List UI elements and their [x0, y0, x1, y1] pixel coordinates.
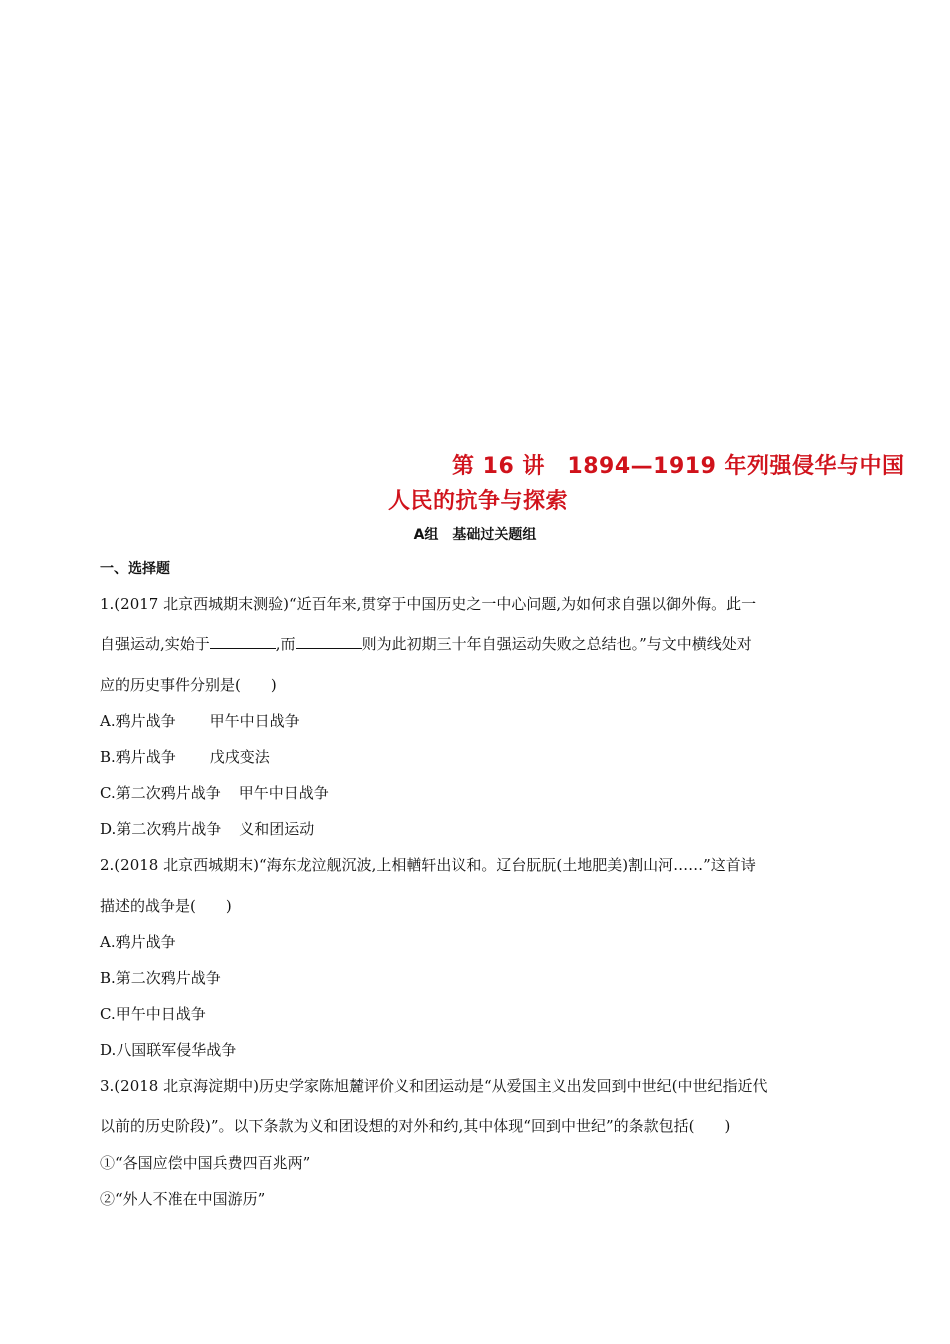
q2-line-2: 描述的战争是( ): [100, 897, 232, 915]
q1-option-a-1: A.鸦片战争: [100, 712, 176, 730]
page-title-line-1: 第 16 讲 1894—1919 年列强侵华与中国: [452, 454, 905, 479]
q1-option-c-1: C.第二次鸦片战争: [100, 784, 221, 802]
q1-option-b: [100, 747, 270, 767]
q3-line-1: 3.(2018 北京海淀期中)历史学家陈旭麓评价义和团运动是“从爱国主义出发回到中世纪(中世纪指近代: [100, 1077, 768, 1095]
q1-option-b-2: 戊戌变法: [209, 748, 270, 766]
page-title-line-2: 人民的抗争与探索: [388, 489, 569, 514]
q1-option-d: [100, 819, 314, 839]
q1-option-d-1: D.第二次鸦片战争: [100, 820, 222, 838]
q1-option-d-2: 义和团运动: [239, 820, 315, 838]
q1-line-3: 应的历史事件分别是( ): [100, 676, 277, 694]
q1-option-b-1: B.鸦片战争: [100, 748, 176, 766]
q1-line-2-part-a: 自强运动,实始于: [100, 635, 210, 653]
q1-line-2-part-b: ,而: [275, 635, 296, 653]
section-heading: 一、选择题: [100, 561, 170, 577]
q3-line-2: 以前的历史阶段)”。以下条款为义和团设想的对外和约,其中体现“回到中世纪”的条款包括( ): [100, 1117, 731, 1135]
q1-blank-1: [210, 634, 276, 649]
q2-option-a: A.鸦片战争: [100, 933, 176, 951]
q1-option-a: [100, 711, 300, 731]
q1-blank-2: [296, 634, 362, 649]
q2-line-1: 2.(2018 北京西城期末)“海东龙泣舰沉波,上相輶轩出议和。辽台朊朊(土地肥美)割山河……”这首诗: [100, 856, 756, 874]
q2-option-c: C.甲午中日战争: [100, 1005, 206, 1023]
q1-line-2-part-c: 则为此初期三十年自强运动失败之总结也。”与文中横线处对: [361, 635, 752, 653]
q1-option-c-2: 甲午中日战争: [238, 784, 329, 802]
q1-line-2: [100, 634, 752, 654]
q1-option-c: [100, 783, 329, 803]
q2-option-d: D.八国联军侵华战争: [100, 1041, 237, 1059]
q3-item-1: ①“各国应偿中国兵费四百兆两”: [100, 1154, 311, 1172]
q3-item-2: ②“外人不准在中国游历”: [100, 1190, 266, 1208]
group-heading: A组 基础过关题组: [413, 527, 537, 543]
q1-line-1: 1.(2017 北京西城期末测验)“近百年来,贯穿于中国历史之一中心问题,为如何求自强以御外侮。此一: [100, 595, 757, 613]
q2-option-b: B.第二次鸦片战争: [100, 969, 221, 987]
q1-option-a-2: 甲午中日战争: [209, 712, 300, 730]
